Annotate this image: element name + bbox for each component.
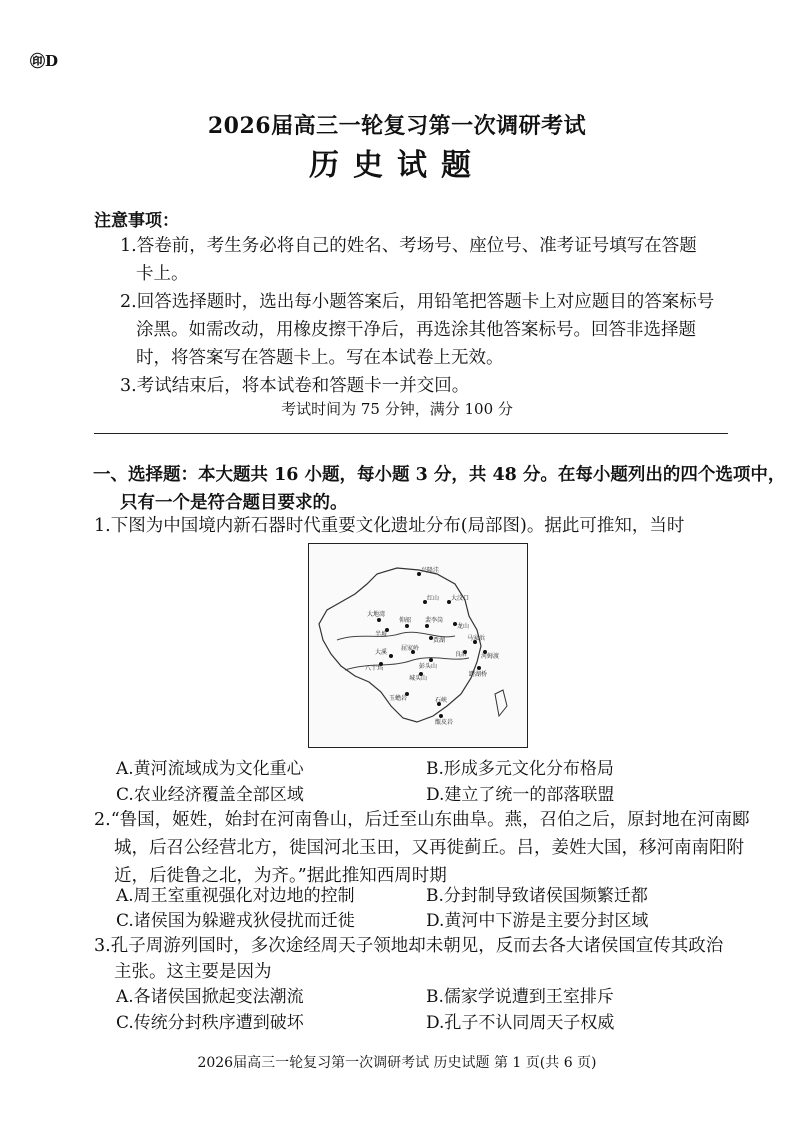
site-label: 贾湖 — [433, 637, 446, 644]
site-label: 大溪 — [375, 649, 388, 656]
option-1c: C.农业经济覆盖全部区域 — [116, 785, 304, 805]
section-heading-cont: 只有一个是符合题目要求的。 — [120, 493, 348, 513]
option-1d: D.建立了统一的部落联盟 — [426, 785, 615, 805]
notice-heading: 注意事项： — [94, 211, 179, 231]
subject-title: 历史试题 — [309, 148, 485, 183]
site-marker — [389, 654, 393, 658]
site-label: 彭头山 — [419, 663, 438, 670]
question-2-stem: 2.“鲁国，姬姓，始封在河南鲁山，后迁至山东曲阜。燕，召伯之后，原封地在河南郾 — [94, 810, 750, 830]
site-label: 八十垱 — [365, 665, 384, 672]
site-label: 大地湾 — [367, 611, 386, 618]
taiwan-island — [495, 690, 507, 716]
question-3-stem-cont: 主张。这主要是因为 — [114, 962, 272, 982]
option-2b: B.分封制导致诸侯国频繁迁都 — [426, 886, 648, 906]
site-label: 大汶口 — [451, 595, 470, 602]
map-graphic — [309, 544, 527, 747]
section-heading: 一、选择题：本大题共 16 小题，每小题 3 分，共 48 分。在每小题列出的四个选项中， — [93, 465, 786, 485]
notice-line: 3.考试结束后，将本试卷和答题卡一并交回。 — [120, 376, 470, 396]
site-marker — [429, 658, 433, 662]
site-label: 马家浜 — [467, 635, 486, 642]
site-label: 半坡 — [375, 631, 388, 638]
site-label: 良渚 — [455, 651, 468, 658]
site-label: 河姆渡 — [481, 653, 500, 660]
option-2c: C.诸侯国为躲避戎狄侵扰而迁徙 — [116, 911, 355, 931]
site-label: 兴隆洼 — [421, 567, 440, 574]
notice-line: 时，将答案写在答题卡上。写在本试卷上无效。 — [136, 348, 504, 368]
site-label: 仰韶 — [399, 617, 412, 624]
option-1b: B.形成多元文化分布格局 — [426, 759, 614, 779]
exam-duration: 考试时间为 75 分钟，满分 100 分 — [281, 400, 513, 418]
option-1a: A.黄河流域成为文化重心 — [116, 759, 304, 779]
site-label: 红山 — [427, 595, 440, 602]
site-marker — [425, 624, 429, 628]
site-label: 石峡 — [435, 697, 448, 704]
option-3a: A.各诸侯国掀起变法潮流 — [116, 987, 304, 1007]
notice-line: 2.回答选择题时，选出每小题答案后，用铅笔把答题卡上对应题目的答案标号 — [120, 292, 715, 312]
notice-line: 涂黑。如需改动，用橡皮擦干净后，再选涂其他答案标号。回答非选择题 — [136, 320, 696, 340]
corner-mark: ㊞D — [30, 52, 59, 70]
page-footer: 2026届高三一轮复习第一次调研考试 历史试题 第 1 页(共 6 页) — [197, 1055, 597, 1071]
notice-line: 卡上。 — [136, 264, 189, 284]
option-2a: A.周王室重视强化对边地的控制 — [116, 886, 355, 906]
site-label: 城头山 — [409, 675, 428, 682]
site-labels — [365, 566, 499, 726]
site-label: 玉蟾岩 — [389, 695, 408, 702]
site-label: 跨湖桥 — [469, 671, 488, 678]
option-2d: D.黄河中下游是主要分封区域 — [426, 911, 649, 931]
option-3c: C.传统分封秩序遭到破坏 — [116, 1013, 304, 1033]
yangtze-river — [345, 658, 469, 670]
site-marker — [477, 666, 481, 670]
option-3b: B.儒家学说遭到王室排斥 — [426, 987, 614, 1007]
exam-title: 2026届高三一轮复习第一次调研考试 — [207, 113, 587, 139]
question-1-stem: 1.下图为中国境内新石器时代重要文化遗址分布(局部图)。据此可推知，当时 — [94, 516, 685, 536]
notice-line: 1.答卷前，考生务必将自己的姓名、考场号、座位号、准考证号填写在答题 — [120, 236, 697, 256]
site-label: 裴李岗 — [425, 617, 444, 624]
question-2-stem-cont: 近，后徙鲁之北，为齐。”据此推知西周时期 — [114, 866, 447, 886]
question-2-stem-cont: 城，后召公经营北方，徙国河北玉田，又再徙蓟丘。吕，姜姓大国，移河南南阳附 — [114, 838, 744, 858]
site-label: 甑皮岩 — [435, 719, 454, 726]
option-3d: D.孔子不认同周天子权威 — [426, 1013, 615, 1033]
site-label: 屈家岭 — [401, 645, 420, 652]
site-label: 龙山 — [457, 623, 470, 630]
site-marker — [405, 624, 409, 628]
site-marker — [439, 714, 443, 718]
site-marker — [377, 618, 381, 622]
neolithic-sites-map — [308, 543, 528, 748]
divider — [94, 433, 728, 434]
question-3-stem: 3.孔子周游列国时，多次途经周天子领地却未朝见，反而去各大诸侯国宣传其政治 — [94, 936, 724, 956]
